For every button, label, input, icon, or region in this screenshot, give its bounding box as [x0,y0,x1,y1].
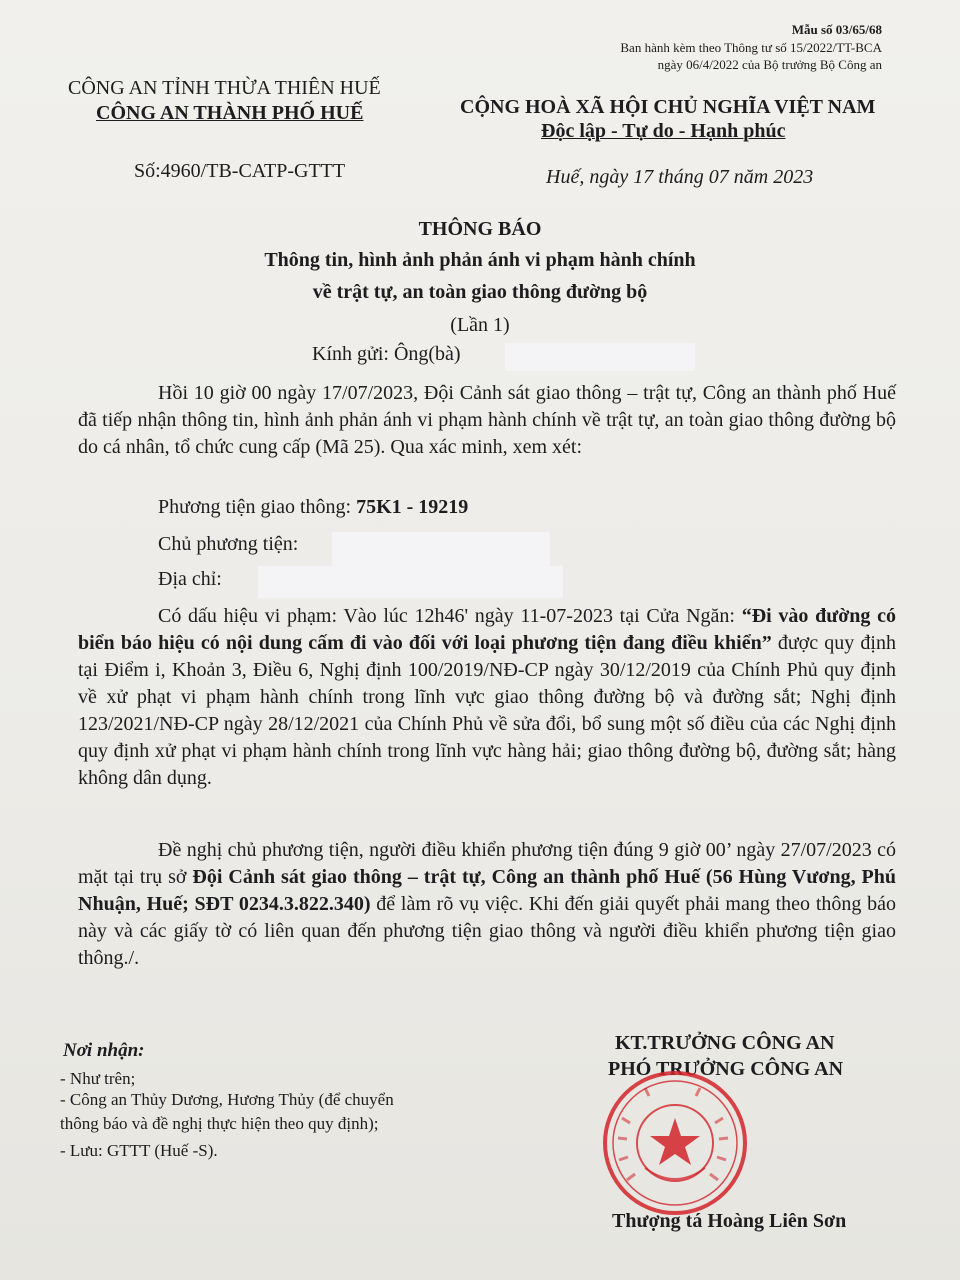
address-field [158,568,222,591]
place-and-date: Huế, ngày 17 tháng 07 năm 2023 [546,166,814,188]
redacted-owner-name [332,532,550,566]
issuing-agency-name: CÔNG AN THÀNH PHỐ HUẾ [96,102,364,124]
document-title: THÔNG BÁO [418,218,542,240]
redacted-recipient-name [505,343,695,371]
violation-description: “Đi vào đường có biển báo hiệu có nội dung cấm đi vào đối với loại phương tiện đang điều khiển” [78,605,896,654]
official-seal [600,1068,750,1218]
document-subtitle-1: Thông tin, hình ảnh phản ánh vi phạm hành chính [264,249,696,271]
signer-title-1: KT.TRƯỞNG CÔNG AN [615,1032,835,1054]
national-motto: Độc lập - Tự do - Hạnh phúc [541,120,786,142]
parent-agency: CÔNG AN TỈNH THỪA THIÊN HUẾ [68,77,381,99]
form-number: Mẫu số 03/65/68 [791,22,882,37]
form-issuance-date-line: ngày 06/4/2022 của Bộ trưởng Bộ Công an [657,57,882,72]
owner-field [158,533,298,556]
request-location: Đội Cảnh sát giao thông – trật tự, Công an thành phố Huế (56 Hùng Vương, Phú Nhuận, Huế; SĐT 0234.3.822.340) [78,866,897,915]
owner-label: Chủ phương tiện: [158,533,299,555]
recipients-title: Nơi nhận: [63,1040,145,1061]
notice-iteration: (Lần 1) [450,314,510,336]
violation-legal-basis: được quy định tại Điểm i, Khoản 3, Điều 6, Nghị định 100/2019/NĐ-CP ngày 30/12/2019 của Chính Phủ quy định về xử phạt vi phạm hành chính trong lĩnh vực giao thông đường bộ và đường sắt; Nghị định 123/2021/NĐ-CP ngày 28/12/2021 của Chính Phủ về sửa đổi, bổ sung một số điều của các Nghị định quy định xử phạt vi phạm hành chính trong lĩnh vực hàng hải; giao thông đường bộ, đường sắt; hàng không dân dụng. [78,632,896,789]
address-label: Địa chỉ: [158,568,222,590]
redacted-address [258,566,563,598]
vehicle-label: Phương tiện giao thông: [158,496,352,518]
signer-title-2: PHÓ TRƯỞNG CÔNG AN [608,1058,844,1080]
recipient-item: thông báo và đề nghị thực hiện theo quy định); [60,1114,379,1133]
issuing-agency [96,102,363,125]
violation-paragraph [78,603,896,792]
recipient-item: - Lưu: GTTT (Huế -S). [60,1141,218,1160]
document-number: Số:4960/TB-CATP-GTTT [134,160,346,182]
vehicle-plate: 75K1 - 19219 [356,496,469,518]
request-prefix: Đề nghị chủ phương tiện, người điều khiển phương tiện đúng 9 giờ 00’ ngày 27/07/2023 có mặt tại trụ sở [78,839,896,888]
request-instructions: để làm rõ vụ việc. Khi đến giải quyết phải mang theo thông báo này và các giấy tờ có liên quan đến phương tiện giao thông và người điều khiển phương tiện giao thông./. [78,893,897,969]
violation-prefix: Có dấu hiệu vi phạm: Vào lúc 12h46' ngày 11-07-2023 tại Cửa Ngăn: [158,605,742,627]
recipient-item: - Như trên; [60,1069,136,1088]
signer-name: Thượng tá Hoàng Liên Sơn [612,1210,847,1232]
recipient-label: Kính gửi: Ông(bà) [312,343,461,365]
form-issuance-line: Ban hành kèm theo Thông tư số 15/2022/TT-BCA [620,40,882,55]
country-name: CỘNG HOÀ XÃ HỘI CHỦ NGHĨA VIỆT NAM [460,96,876,118]
recipient-item: - Công an Thủy Dương, Hương Thủy (để chuyển [60,1090,394,1109]
intro-paragraph: Hồi 10 giờ 00 ngày 17/07/2023, Đội Cảnh sát giao thông – trật tự, Công an thành phố Huế đã tiếp nhận thông tin, hình ảnh phản ánh vi phạm hành chính về trật tự, an toàn giao thông đường bộ do cá nhân, tổ chức cung cấp (Mã 25). Qua xác minh, xem xét: [78,382,896,458]
request-paragraph [78,837,896,972]
vehicle-field [158,496,468,519]
document-subtitle-2: về trật tự, an toàn giao thông đường bộ [312,281,648,303]
